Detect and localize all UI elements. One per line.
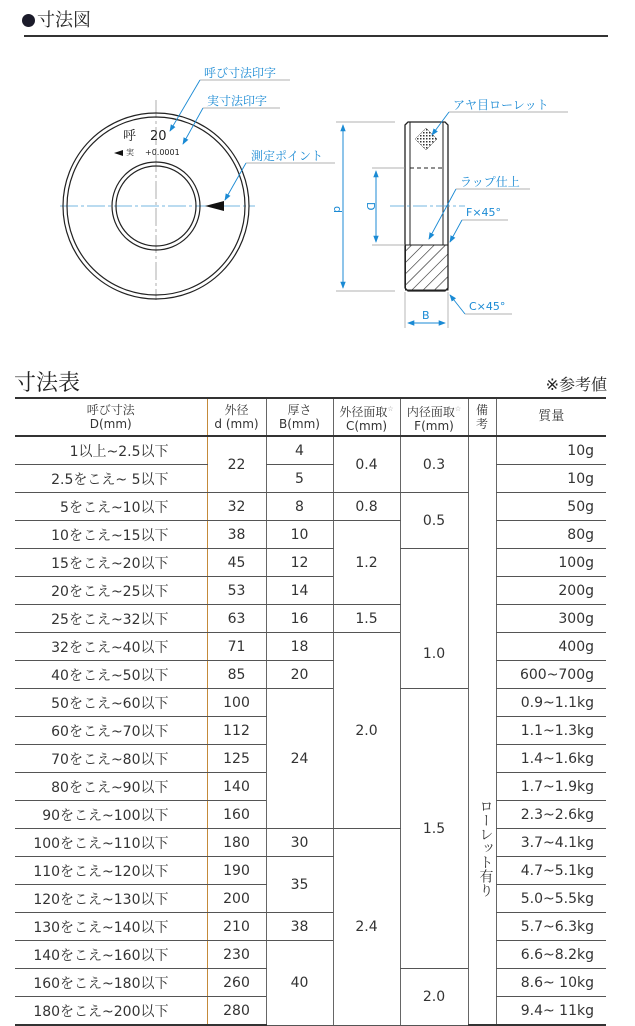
cell-outer: 280	[207, 997, 266, 1026]
dim-B-label: B	[422, 309, 430, 322]
cell-mass: 8.6~ 10kg	[496, 969, 606, 997]
cell-outer: 180	[207, 829, 266, 857]
dim-d-label: d	[331, 206, 344, 213]
ring-front-view	[60, 100, 255, 300]
section-divider	[24, 35, 608, 37]
cell-nominal: 140をこえ~160以下	[15, 941, 207, 969]
table-title: 寸法表	[14, 371, 81, 396]
cell-f: 1.5	[400, 689, 468, 969]
table-row	[15, 941, 606, 969]
dim-D-label: D	[364, 202, 377, 211]
table-row	[15, 661, 606, 689]
outer-diameter-dimension	[331, 122, 395, 291]
cell-mass: 200g	[496, 577, 606, 605]
cell-nominal: 130をこえ~140以下	[15, 913, 207, 941]
ring-nominal-value: 20	[150, 129, 167, 144]
header-mass: 質量	[496, 398, 606, 436]
table-header-row	[15, 398, 606, 436]
cell-outer: 140	[207, 773, 266, 801]
cell-thickness: 12	[266, 549, 333, 577]
cell-nominal: 5をこえ~10以下	[15, 493, 207, 521]
cell-mass: 80g	[496, 521, 606, 549]
callout-c-chamfer: C×45°	[469, 300, 506, 313]
callout-nominal-marking: 呼び寸法印字	[204, 66, 277, 80]
cell-nominal: 80をこえ~90以下	[15, 773, 207, 801]
cell-thickness: 24	[266, 689, 333, 829]
callout-actual-marking: 実寸法印字	[207, 94, 268, 108]
cell-thickness: 30	[266, 829, 333, 857]
cell-outer: 190	[207, 857, 266, 885]
cell-outer: 230	[207, 941, 266, 969]
cell-mass: 1.1~1.3kg	[496, 717, 606, 745]
cell-thickness: 10	[266, 521, 333, 549]
cell-outer: 125	[207, 745, 266, 773]
cell-outer: 260	[207, 969, 266, 997]
callouts-front	[170, 65, 335, 200]
cell-thickness: 14	[266, 577, 333, 605]
dimension-diagram	[0, 40, 635, 350]
cell-nominal: 120をこえ~130以下	[15, 885, 207, 913]
cell-mass: 10g	[496, 436, 606, 465]
cell-mass: 100g	[496, 549, 606, 577]
cell-nominal: 110をこえ~120以下	[15, 857, 207, 885]
cell-c: 1.5	[333, 605, 400, 633]
callout-measure-point: 測定ポイント	[251, 149, 324, 163]
cell-f: 2.0	[400, 969, 468, 1026]
table-row	[15, 857, 606, 885]
table-row	[15, 633, 606, 661]
callout-knurl: アヤ目ローレット	[453, 98, 549, 112]
cell-thickness: 8	[266, 493, 333, 521]
cell-c: 2.4	[333, 829, 400, 1026]
cell-nominal: 90をこえ~100以下	[15, 801, 207, 829]
cell-mass: 0.9~1.1kg	[496, 689, 606, 717]
cell-nominal: 15をこえ~20以下	[15, 549, 207, 577]
cell-mass: 5.7~6.3kg	[496, 913, 606, 941]
table-row	[15, 605, 606, 633]
table-row	[15, 913, 606, 941]
cell-outer: 71	[207, 633, 266, 661]
header-f-chamfer: 内径面取☆ F(mm)	[400, 398, 468, 436]
header-thickness: 厚さ B(mm)	[266, 398, 333, 436]
cell-mass: 3.7~4.1kg	[496, 829, 606, 857]
table-row	[15, 549, 606, 577]
cell-outer: 85	[207, 661, 266, 689]
table-row	[15, 689, 606, 717]
cell-remarks: ローレット有り	[468, 436, 496, 1025]
cell-outer: 63	[207, 605, 266, 633]
ring-side-view	[364, 122, 465, 328]
cell-thickness: 5	[266, 465, 333, 493]
callout-f-chamfer: F×45°	[466, 206, 502, 219]
cell-f: 1.0	[400, 549, 468, 689]
cell-outer: 38	[207, 521, 266, 549]
cell-mass: 300g	[496, 605, 606, 633]
cell-nominal: 20をこえ~25以下	[15, 577, 207, 605]
cell-nominal: 32をこえ~40以下	[15, 633, 207, 661]
table-row	[15, 493, 606, 521]
table-row	[15, 577, 606, 605]
cell-outer: 112	[207, 717, 266, 745]
cell-nominal: 25をこえ~32以下	[15, 605, 207, 633]
cell-nominal: 10をこえ~15以下	[15, 521, 207, 549]
cell-mass: 400g	[496, 633, 606, 661]
dimension-table	[15, 397, 606, 1026]
cell-nominal: 160をこえ~180以下	[15, 969, 207, 997]
table-row	[15, 465, 606, 493]
table-row	[15, 436, 606, 465]
ring-actual-value: +0.0001	[145, 148, 180, 157]
cell-thickness: 20	[266, 661, 333, 689]
cell-outer: 45	[207, 549, 266, 577]
cell-mass: 1.7~1.9kg	[496, 773, 606, 801]
cell-outer: 160	[207, 801, 266, 829]
cell-nominal: 40をこえ~50以下	[15, 661, 207, 689]
cell-nominal: 70をこえ~80以下	[15, 745, 207, 773]
cell-c: 1.2	[333, 521, 400, 605]
cell-nominal: 2.5をこえ~ 5以下	[15, 465, 207, 493]
cell-mass: 2.3~2.6kg	[496, 801, 606, 829]
cell-outer: 32	[207, 493, 266, 521]
table-row	[15, 829, 606, 857]
cell-outer: 210	[207, 913, 266, 941]
ring-nominal-char: 呼	[123, 129, 137, 144]
cell-nominal: 100をこえ~110以下	[15, 829, 207, 857]
cell-mass: 10g	[496, 465, 606, 493]
cell-outer: 22	[207, 436, 266, 493]
cell-mass: 1.4~1.6kg	[496, 745, 606, 773]
cell-nominal: 1以上~2.5以下	[15, 436, 207, 465]
cell-thickness: 38	[266, 913, 333, 941]
cell-mass: 50g	[496, 493, 606, 521]
cell-f: 0.5	[400, 493, 468, 549]
callout-lap-finish: ラップ仕上	[460, 175, 520, 189]
table-row	[15, 521, 606, 549]
cell-thickness: 35	[266, 857, 333, 913]
cell-thickness: 40	[266, 941, 333, 1026]
header-nominal: 呼び寸法 D(mm)	[15, 398, 207, 436]
cell-c: 0.8	[333, 493, 400, 521]
cell-outer: 200	[207, 885, 266, 913]
cell-outer: 100	[207, 689, 266, 717]
reference-note: ※参考値	[545, 375, 607, 394]
cell-thickness: 4	[266, 436, 333, 465]
cell-nominal: 50をこえ~60以下	[15, 689, 207, 717]
ring-actual-char: 実	[126, 148, 134, 157]
header-remarks: 備 考	[468, 398, 496, 436]
cell-c: 0.4	[333, 436, 400, 493]
cell-c: 2.0	[333, 633, 400, 829]
cell-mass: 6.6~8.2kg	[496, 941, 606, 969]
cell-thickness: 18	[266, 633, 333, 661]
cell-nominal: 180をこえ~200以下	[15, 997, 207, 1026]
section-title-text: 寸法図	[37, 10, 91, 31]
cell-mass: 9.4~ 11kg	[496, 997, 606, 1026]
cell-mass: 5.0~5.5kg	[496, 885, 606, 913]
header-outer-diameter: 外径 d (mm)	[207, 398, 266, 436]
header-c-chamfer: 外径面取☆ C(mm)	[333, 398, 400, 436]
bullet-dot-icon	[22, 14, 35, 27]
section-title	[22, 6, 91, 32]
cell-mass: 600~700g	[496, 661, 606, 689]
cell-thickness: 16	[266, 605, 333, 633]
cell-f: 0.3	[400, 436, 468, 493]
cell-mass: 4.7~5.1kg	[496, 857, 606, 885]
cell-outer: 53	[207, 577, 266, 605]
cell-nominal: 60をこえ~70以下	[15, 717, 207, 745]
